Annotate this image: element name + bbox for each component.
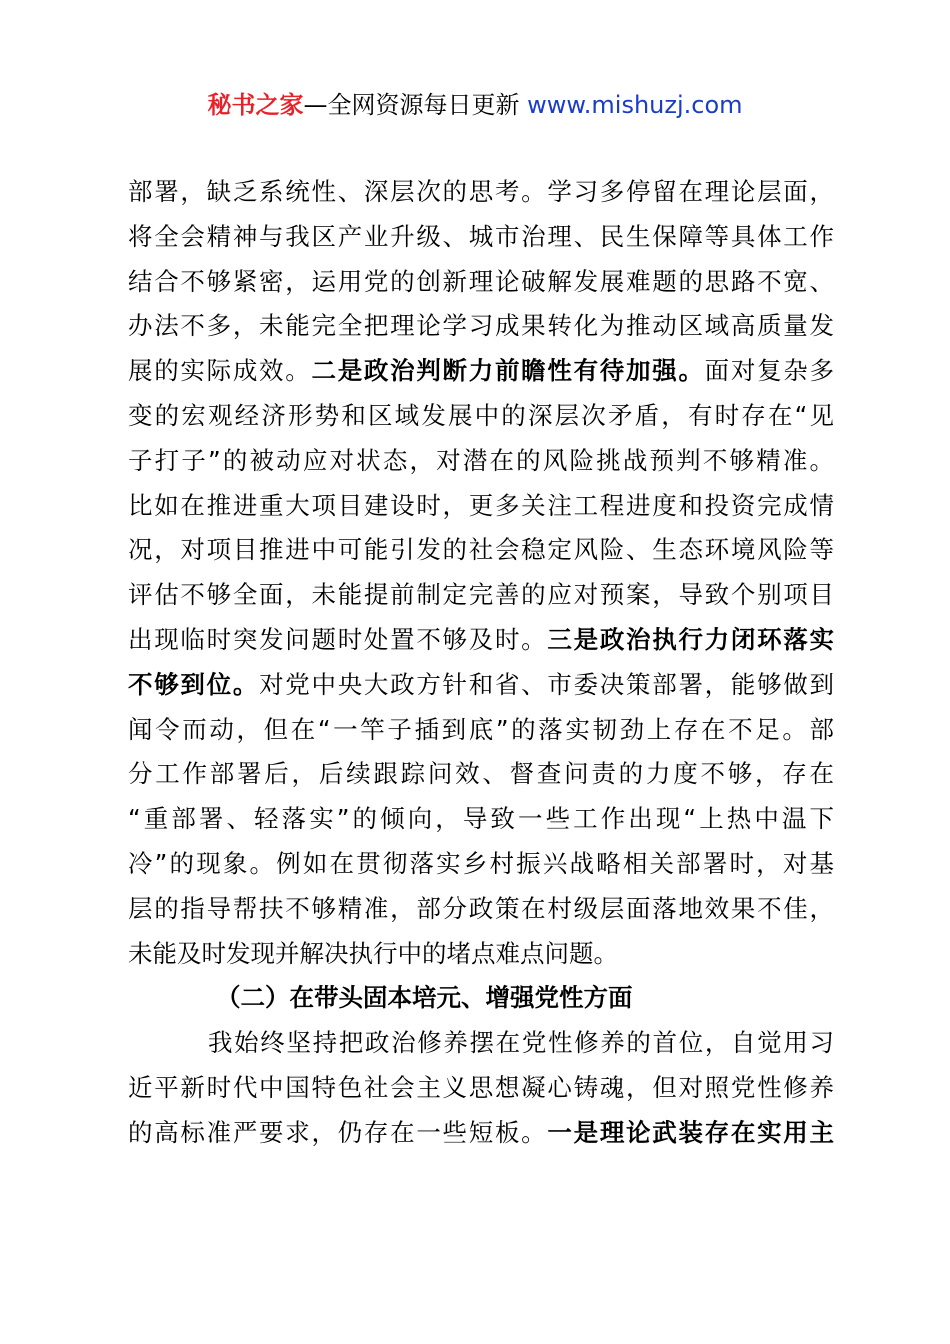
text-segment: 评估不够全面，未能提前制定完善的应对预案，导致个别项目 bbox=[128, 580, 834, 610]
text-segment: 结合不够紧密，运用党的创新理论破解发展难题的思路不宽、 bbox=[128, 266, 834, 296]
text-line bbox=[128, 1066, 834, 1111]
text-line bbox=[128, 260, 834, 305]
text-segment: 近平新时代中国特色社会主义思想凝心铸魂，但对照党性修养 bbox=[128, 1072, 834, 1102]
text-line bbox=[128, 618, 834, 663]
text-segment: 况，对项目推进中可能引发的社会稳定风险、生态环境风险等 bbox=[128, 535, 834, 565]
text-segment: 未能及时发现并解决执行中的堵点难点问题。 bbox=[128, 938, 618, 968]
text-line bbox=[128, 394, 834, 439]
text-segment: 闻令而动，但在“一竿子插到底”的落实韧劲上存在不足。部 bbox=[128, 714, 834, 744]
page-header bbox=[0, 88, 950, 122]
text-line bbox=[128, 1021, 834, 1066]
text-segment: 将全会精神与我区产业升级、城市治理、民生保障等具体工作 bbox=[128, 221, 834, 251]
text-segment: “重部署、轻落实”的倾向，导致一些工作出现“上热中温下 bbox=[128, 804, 834, 834]
text-line bbox=[128, 932, 834, 977]
text-line bbox=[128, 573, 834, 618]
text-line bbox=[128, 528, 834, 573]
text-segment: 子打子”的被动应对状态，对潜在的风险挑战预判不够精准。 bbox=[128, 445, 834, 475]
body-text bbox=[128, 170, 834, 1156]
text-segment: 变的宏观经济形势和区域发展中的深层次矛盾，有时存在“见 bbox=[128, 400, 834, 430]
bold-text: 不够到位。 bbox=[128, 669, 260, 699]
text-segment: 我始终坚持把政治修养摆在党性修养的首位，自觉用习 bbox=[208, 1028, 834, 1058]
bold-text: 一是理论武装存在实用主 bbox=[547, 1117, 835, 1147]
text-segment: 出现临时突发问题时处置不够及时。 bbox=[128, 624, 548, 654]
text-line bbox=[128, 663, 834, 708]
text-segment: 的高标准严要求，仍存在一些短板。 bbox=[128, 1117, 548, 1147]
bold-text: （二）在带头固本培元、增强党性方面 bbox=[216, 983, 633, 1013]
text-line bbox=[128, 752, 834, 797]
text-segment: 分工作部署后，后续跟踪问效、督查问责的力度不够，存在 bbox=[128, 759, 834, 789]
section-heading bbox=[128, 976, 834, 1021]
text-line bbox=[128, 349, 834, 394]
text-segment: 办法不多，未能完全把理论学习成果转化为推动区域高质量发 bbox=[128, 311, 834, 341]
text-line bbox=[128, 215, 834, 260]
text-segment: 面对复杂多 bbox=[704, 356, 835, 386]
text-segment: 对党中央大政方针和省、市委决策部署，能够做到 bbox=[259, 669, 835, 699]
header-tagline: —全网资源每日更新 bbox=[303, 91, 528, 119]
text-segment: 展的实际成效。 bbox=[128, 356, 312, 386]
text-segment: 比如在推进重大项目建设时，更多关注工程进度和投资完成情 bbox=[128, 490, 834, 520]
text-line bbox=[128, 484, 834, 529]
text-line bbox=[128, 708, 834, 753]
text-line bbox=[128, 304, 834, 349]
bold-text: 二是政治判断力前瞻性有待加强。 bbox=[311, 356, 705, 386]
brand-name: 秘书之家 bbox=[207, 91, 304, 119]
text-segment: 冷”的现象。例如在贯彻落实乡村振兴战略相关部署时，对基 bbox=[128, 848, 834, 878]
bold-text: 三是政治执行力闭环落实 bbox=[547, 624, 835, 654]
text-line bbox=[128, 887, 834, 932]
text-segment: 层的指导帮扶不够精准，部分政策在村级层面落地效果不佳， bbox=[128, 893, 834, 923]
text-segment: 部署，缺乏系统性、深层次的思考。学习多停留在理论层面， bbox=[128, 177, 834, 206]
text-line bbox=[128, 439, 834, 484]
text-line bbox=[128, 842, 834, 887]
text-line bbox=[128, 797, 834, 842]
text-line bbox=[128, 1111, 834, 1156]
site-url-link[interactable]: www.mishuzj.com bbox=[527, 91, 743, 119]
text-line bbox=[128, 170, 834, 215]
